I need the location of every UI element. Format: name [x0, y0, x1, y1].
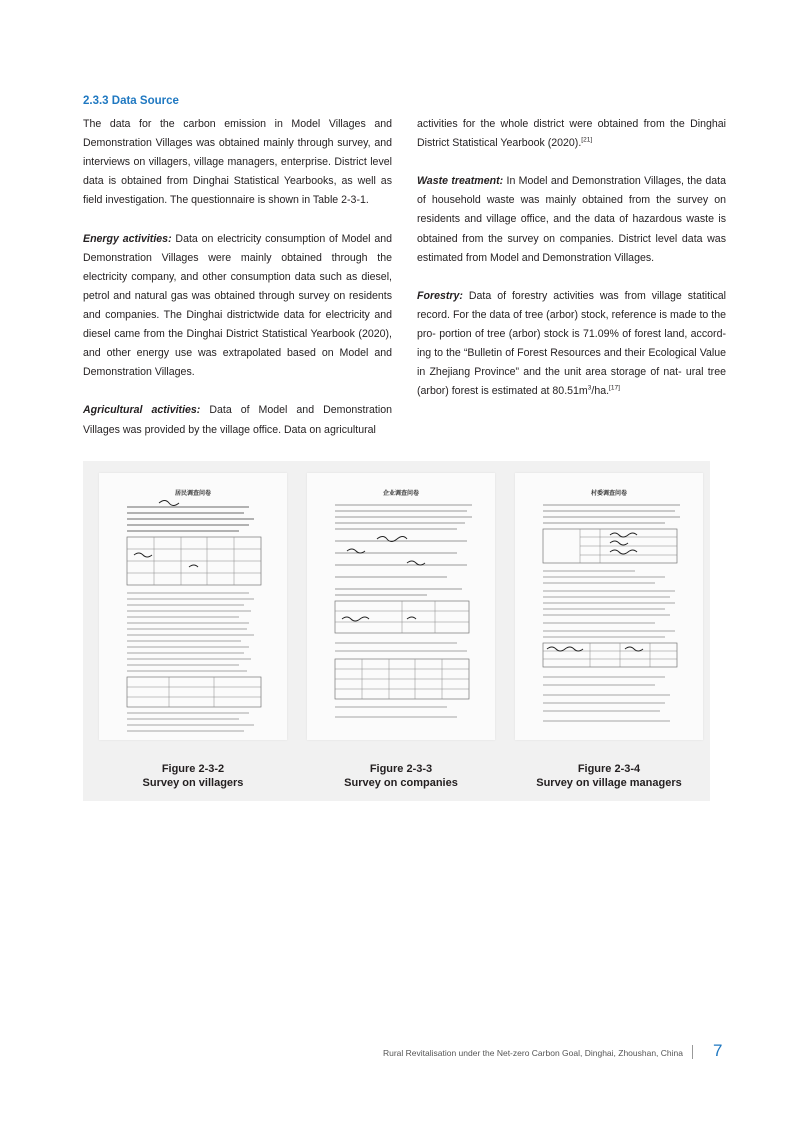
figure-2-3-3-title: Survey on companies [344, 777, 458, 789]
energy-lead: Energy activities: [83, 232, 172, 245]
forestry-unit: /ha. [591, 385, 610, 398]
reference-17: [17] [609, 384, 620, 392]
company-questionnaire-image [307, 473, 495, 740]
villager-scan-title: 居民调查问卷 [174, 490, 212, 497]
forestry-lead: Forestry: [417, 289, 463, 302]
manager-scan-handwriting [610, 533, 637, 554]
footer-divider [692, 1045, 693, 1059]
left-text-column [83, 115, 392, 440]
manager-survey-scan [515, 473, 703, 740]
agriculture-lead: Agricultural activities: [83, 404, 201, 417]
figure-2-3-3-number: Figure 2-3-3 [369, 763, 433, 775]
figure-2-3-4-title: Survey on village managers [536, 777, 682, 789]
manager-scan-title: 村委调查问卷 [590, 490, 628, 497]
forestry-text: Data of forestry activities was from village statitical record. For the data of tree (arbor) stock, reference is made to the pro- portion of tree (arbor) stock is 71.09% of forest land, accord- ing to the “Bulletin of Forest Resources and their Ecological Value in Zhejiang Province” and the unit area storage of nat- ural tree (arbor) forest is estimated at 80.51m [417, 289, 726, 398]
reference-21: [21] [581, 136, 593, 144]
manager-questionnaire-image [515, 473, 703, 740]
agriculture-continued-paragraph [417, 115, 726, 153]
figure-2-3-2-caption [93, 762, 293, 790]
energy-text: Data on electricity consumption of Model and Demonstration Villages were mainly obtained through the electricity company, and other consumption data such as diesel, petrol and natural gas was obtained through survey on residents and companies. The Dinghai districtwide data for electricity and diesel came from the Dinghai District Statistical Yearbook (2020), and other energy use was extrapolated based on Model and Demonstration Villages. [83, 232, 393, 379]
energy-paragraph [83, 230, 392, 383]
figure-2-3-4-caption [509, 762, 709, 790]
forestry-paragraph [417, 287, 726, 402]
villager-scan-lines [127, 507, 254, 531]
figure-2-3-4-number: Figure 2-3-4 [577, 763, 641, 775]
agriculture-paragraph [83, 401, 392, 439]
figure-gallery [83, 461, 710, 801]
running-footer-title: Rural Revitalisation under the Net-zero Carbon Goal, Dinghai, Zhoushan, China [382, 1048, 683, 1058]
company-scan-title: 企业调查问卷 [382, 490, 420, 497]
cubic-superscript: 3 [587, 384, 592, 392]
figure-2-3-3-caption [301, 762, 501, 790]
waste-lead: Waste treatment: [417, 175, 504, 188]
waste-paragraph [417, 172, 726, 267]
figure-2-3-2-number: Figure 2-3-2 [161, 763, 225, 775]
agriculture-text: Data of Model and Demonstration Villages was provided by the village office. Data on agricultural [83, 404, 392, 436]
section-heading: 2.3.3 Data Source [83, 95, 179, 107]
right-text-column [417, 115, 726, 401]
villager-survey-scan [99, 473, 287, 740]
waste-text: In Model and Demonstration Villages, the data of household waste was mainly obtained from the survey on residents and village office, and the data of hazardous waste is obtained from the survey on companies. District level data was estimated from Model and Demonstration Villages. [417, 175, 726, 264]
villager-scan-handwriting [159, 501, 179, 506]
page-number: 7 [713, 1041, 723, 1060]
manager-scan-lines [543, 505, 680, 523]
agriculture-continued-text: activities for the whole district were obtained from the Dinghai District Statistical Yearbook (2020). [417, 118, 726, 150]
figure-2-3-2-title: Survey on villagers [142, 777, 244, 789]
intro-paragraph: The data for the carbon emission in Model Villages and Demonstration Villages was obtained mainly through survey, and interviews on villagers, village managers, enterprise. District level data is obtained from Dinghai Statistical Yearbooks, as well as field investigation. The questionnaire is shown in Table 2-3-1. [83, 118, 392, 207]
manager-scan-table-2 [543, 643, 677, 667]
company-survey-scan [307, 473, 495, 740]
villager-questionnaire-image [99, 473, 287, 740]
